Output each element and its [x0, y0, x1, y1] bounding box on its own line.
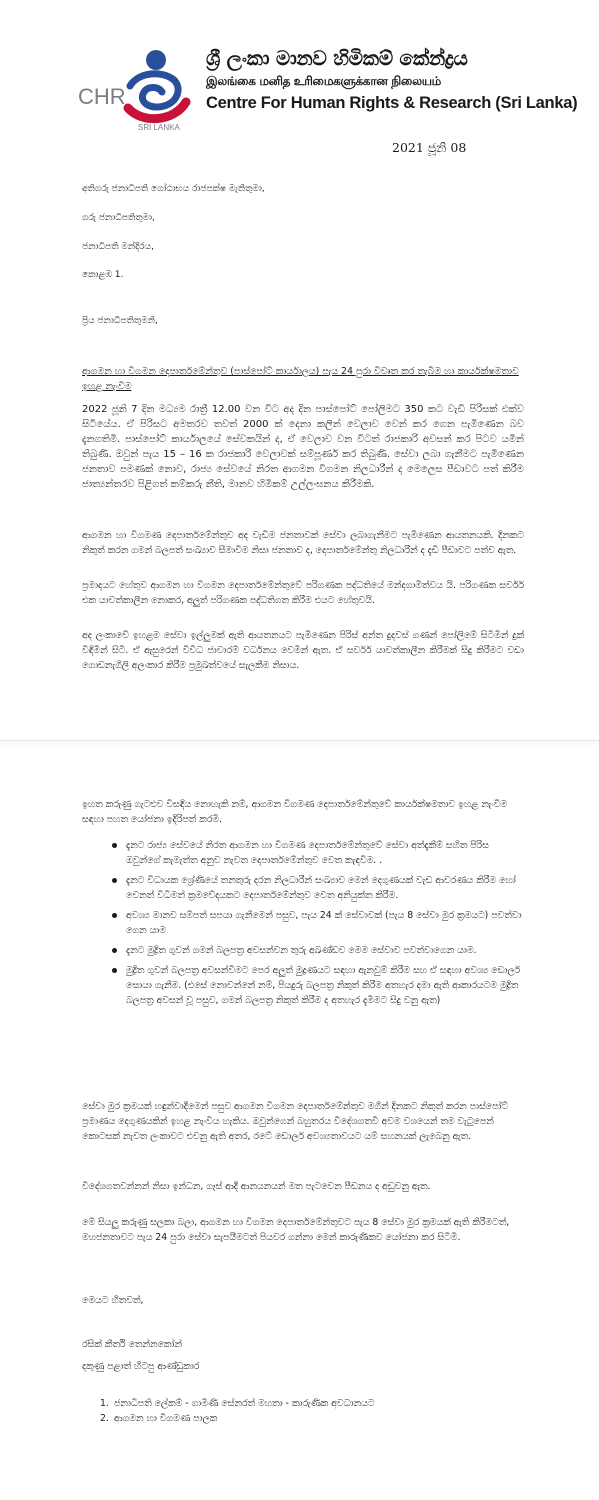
- address-line: කොළඹ 1.: [82, 270, 124, 280]
- body-paragraph: විදේශගතවන්නන් නිසා ඉන්ධන, ගෑස් ආදී ආනයනයන් මත පැටවෙන පීඩනය ද අඩුවනු ඇත.: [82, 1181, 431, 1192]
- proposal-text: දැනට විධායක ශ්‍රේණියේ තනතුරු දරන නිලධාරීන් සංඛ්‍යාව මෙන් දෙගුණයක් වැඩ ආවරණය කිරීම හෝ වෙනත් විධිමත් ක්‍රමවේදයකට දෙපාර්තමේන්තුව වෙත අනියුක්ත කිරීම.: [126, 875, 516, 901]
- copy-recipient: ආගමන හා විගමණ පාලක: [114, 1413, 218, 1424]
- body-paragraph: ප්‍රමාදයට හේතුව ආගමන හා විගමන දෙපාර්තමේන්තුවේ පරිගණක පද්ධතියේ මන්දගාමීත්වය යි. පරිගණක සර්වර් එක යාවත්කාලීන නොකර, අලුත් පරිගණක පද්ධතිගත කිරීම එයට හේතුවයි.: [82, 580, 524, 606]
- body-paragraph: මේ සියලු කරුණු සලකා බලා, ආගමන හා විගමන දෙපාර්තමේන්තුවට පැය 8 සේවා මුර ක්‍රමයක් ඇති කිරීමටත්, මහජනතාවට පැය 24 පුරා සේවා සැපයීමටත් පියවර ගන්නා මෙන් කාරුණිකව යෝජනා කර සිටිමි.: [82, 1217, 510, 1243]
- organization-header: [206, 46, 586, 114]
- address-line: ජනාධිපති මන්දිරය,: [82, 242, 154, 252]
- signatory-name: රසික් කීර්ති තෙන්නකෝන්: [82, 1339, 182, 1350]
- address-line: ගරු ජනාධිපතිතුමා,: [82, 213, 155, 223]
- letter-date: 2021 ජූනි 08: [392, 140, 467, 155]
- closing: මෙයට හිතවත්,: [82, 1295, 144, 1306]
- bullet-icon: [112, 913, 117, 918]
- proposal-text: අවශ්‍ය මානව සම්පත් සපයා ගැනීමෙන් පසුව, පැය 24 ක් සේවාවක් (පැය 8 සේවා මුර ක්‍රමයට) පවත්වා ගෙන යාම: [126, 910, 522, 936]
- address-line: අතිගරු ජනාධිපති ගෝඨාභය රාජපක්ෂ මැතිතුමා,: [82, 184, 265, 194]
- proposal-text: දැනට මුද්‍රිත ගුවන් ගමන් බලපත්‍ර අවසන්වන තුරු අඛණ්ඩව මෙම සේවාව පවත්වාගෙන යාම.: [126, 945, 477, 956]
- list-item: [100, 1396, 374, 1411]
- body-paragraph: අද ලංකාවේ ඉහළම සේවා ඉල්ලුමක් ඇති ආයතනයට පැමිණෙන පිරිස් අන්ත දුදවස් ගණන් පෝලිමේ සිටිමින් දුක් විඳිමින් සිටී. ඒ ඇසුරෙන් විවිධ ජාවාරම් වර්ධනය වෙමින් ඇත. ඒ සර්වර් යාවත්කාලීන කිරීමක් සිදු කිරීමට වඩා ගොඩනැගිලි අලංකාර කිරීම ප්‍රමුඛත්වයේ සැලකීම නිසාය.: [82, 630, 524, 671]
- body-paragraph: සේවා මුර ක්‍රමයක් හඳුන්වාදීමෙන් පසුව ආගමන විගමන දෙපාර්තමේන්තුව මගින් දිනකට නිකුත් කරන පාස්පෝට් ප්‍රමාණය දෙගුණයකින් ඉහළ නැංවිය හැකිය. ඔවුන්ගෙන් බහුතරය විදේශගතවී අවම වශයෙන් තම වැටුපෙන් කොටසක් නැවත ලංකාවට එවනු ඇති අතර, රටේ ඩොලර් අවශ්‍යතාවයට යම් සහනයක් ලැබෙනු ඇත.: [82, 1101, 509, 1142]
- org-name-english: Centre For Human Rights & Research (Sri Lanka): [206, 94, 578, 112]
- list-item: [100, 1411, 374, 1426]
- letter-page-2: [0, 745, 599, 1500]
- list-item: [112, 963, 524, 1008]
- letter-subject: ආගමන හා විගමන දෙපාර්තමේන්තුව (පාස්පෝට් කාර්යාලය) පැය 24 පුරා විවෘත කර තැබීම හා කාර්යක්ෂමතාව ඉහළ නැංවීම: [82, 366, 519, 392]
- list-number: 1.: [100, 1398, 109, 1409]
- list-item: [112, 873, 524, 903]
- bullet-icon: [112, 843, 117, 848]
- copies-list: [82, 1396, 374, 1426]
- signatory-title: දකුණු පළාත් හිටපු ආණ්ඩුකාර: [82, 1361, 200, 1372]
- bullet-icon: [112, 948, 117, 953]
- chr-logo: [78, 46, 196, 132]
- list-number: 2.: [100, 1413, 109, 1424]
- proposal-text: දැනට රාජ්‍ය සේවයේ නිරත ආගමන හා විගමණ දෙපාර්තමේන්තුවේ සේවා අත්දැකීම් සහිත පිරිස ඔවුන්ගේ කැමැත්ත අනුව නැවත දෙපාර්තමේන්තුව වෙත කැඳවීම. .: [126, 840, 489, 866]
- body-paragraph: ආගමන හා විගමණ දෙපාර්තමේන්තුව අද වැඩිම ජනතාවක් සේවා ලබාගැනීමට පැමිණෙන ආයතනයකි. දිනකට නිකුත් කරන ගමන් බලපත් සංඛ්‍යාව සීමාවීම නිසා ජනතාව ද, දෙපාර්තමේන්තු නිලධාරීන් ද දැඩි පීඩාවට පත්ව ඇත.: [82, 530, 524, 556]
- org-name-sinhala: ශ්‍රී ලංකා මානව හිමිකම් කේන්ද්‍රය: [206, 46, 468, 70]
- list-item: [112, 838, 524, 868]
- copy-recipient: ජනාධිපති ලේකම් - ගාමිණී සේනරත් මහතා - කාරුණික අවධානයට: [114, 1398, 375, 1409]
- proposals-intro: ඉහත කරුණු ගැටළුව විසඳිය නොහැකි නම්, ආගමන විගමණ දෙපාර්තමේන්තුවේ කාර්යක්ෂමතාව ඉහළ නැංවීම සඳහා පහත යෝජනා ඉදිරිපත් කරමි.: [82, 799, 508, 825]
- list-item: [112, 908, 524, 938]
- bullet-icon: [112, 968, 117, 973]
- proposal-text: මුද්‍රිත ගුවන් බලපත්‍ර අවසන්වීමට පෙර අලුත් මුද්‍රණයට සඳහා ඇනවුම් කිරීම සහ ඒ සඳහා අවශ්‍ය ඩොලර් සොයා ගැනීම. (එසේ නොවන්නේ නම්, පියදුරු බලපත්‍ර නිකුත් කිරීම අතහැර දමා ඇති ආකාරයටම මුද්‍රිත බලපත්‍ර අවසන් වූ පසුව, ගමන් බලපත්‍ර නිකුත් කිරීම ද අතහැර දැමීමට සිදු වනු ඇත): [126, 965, 521, 1006]
- list-item: [112, 943, 524, 958]
- proposals-list: [82, 838, 524, 1013]
- logo-subtext: SRI LANKA: [138, 123, 180, 132]
- salutation: ප්‍රිය ජනාධිපතිතුමනි,: [82, 316, 158, 326]
- body-paragraph: 2022 ජූනි 7 දින මධ්‍යම රාත්‍රී 12.00 වන විට අද දින පාස්පෝට් පෝලිමට 350 කට වැඩි පිරිසක් එක්ව සිටියේය. ඒ පිරිසට අමතරව තවත් 2000 ක් දෙනා කලින් වෙලාව වෙන් කර ගෙන පැමිණෙන බව දැනගතිමි. පාස්පෝට් කාර්යාලයේ සේවකයින් ද, ඒ වෙලාව වන විටත් රාජකාරි අවසන් කර පිටව යමින් තිබුණි. ඔවුන් පැය 15 – 16 ක රාජකාරි වෙලාවක් සම්පූර්ණ කර තිබුණි. සේවා ලබා ගැනීමට පැමිණෙන ජනතාව පමණක් නොව, රාජ්‍ය සේවයේ නිරත ආගමන විගමන නිලධාරීන් ද මෙලෙස පීඩාවට පත් කිරීම ජාත්‍යන්තරව පිළිගත් කම්කරු නීති, මානව හිමිකම් උල්ලංඝනය කිරීමකි.: [82, 404, 524, 490]
- letter-page-1: [0, 0, 599, 740]
- org-name-tamil: இலங்கை மனித உரிமைகளுக்கான நிலையம்: [206, 74, 441, 88]
- logo-text: CHR: [78, 84, 126, 109]
- bullet-icon: [112, 878, 117, 883]
